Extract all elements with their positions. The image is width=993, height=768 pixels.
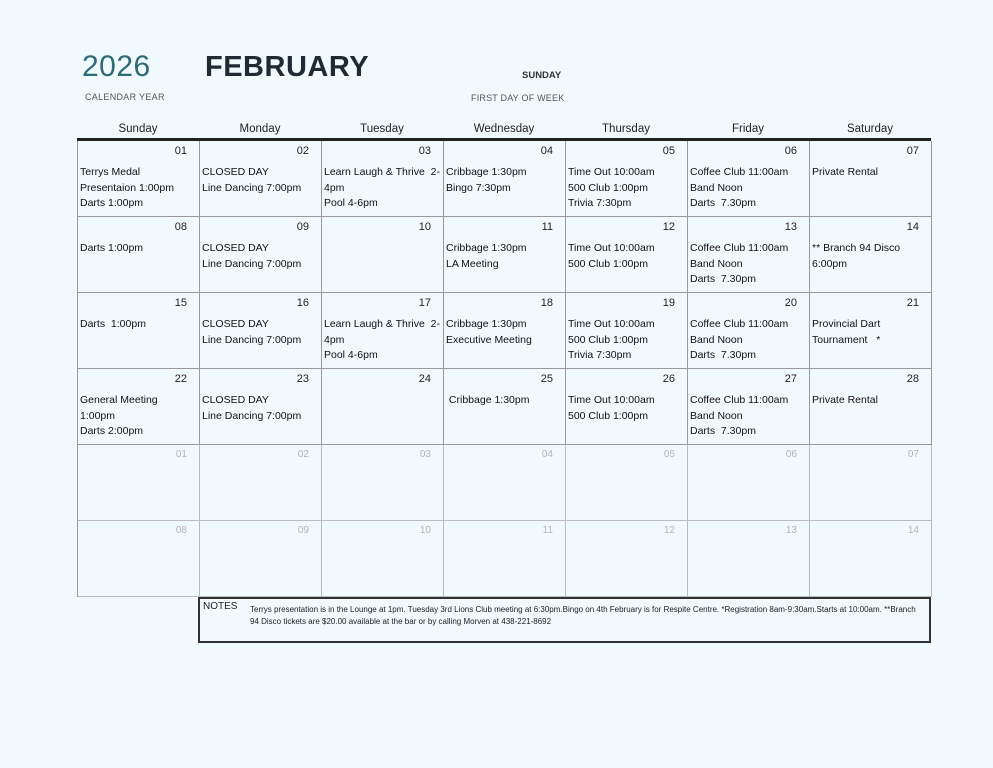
event-list: [80, 165, 197, 212]
event-list: [812, 241, 929, 272]
day-cell: [78, 141, 200, 217]
day-number: 27: [784, 373, 797, 385]
event-line: Line Dancing 7:00pm: [202, 181, 302, 194]
event-line: CLOSED DAY: [202, 318, 269, 330]
day-number: 01: [174, 145, 187, 157]
day-number: 17: [418, 297, 431, 309]
day-number: 15: [174, 297, 187, 309]
day-number: 18: [540, 297, 553, 309]
day-number: 13: [785, 525, 797, 536]
day-cell: [810, 293, 932, 369]
event-list: [324, 317, 441, 364]
event-list: [80, 317, 197, 333]
day-cell: [322, 217, 444, 293]
event-line: 500 Club 1:00pm: [568, 409, 648, 422]
day-cell-next-month: [688, 521, 810, 597]
day-number: 05: [662, 145, 675, 157]
event-line: Cribbage 1:30pm: [446, 166, 527, 178]
day-cell: [688, 369, 810, 445]
event-list: [812, 393, 929, 409]
event-line: Provincial Dart: [812, 318, 881, 330]
event-list: [202, 317, 319, 348]
event-list: [812, 317, 929, 348]
day-number: 06: [784, 145, 797, 157]
day-number: 01: [175, 449, 187, 460]
day-cell: [444, 293, 566, 369]
weekday-wednesday: Wednesday: [473, 123, 535, 135]
day-number: 10: [418, 221, 431, 233]
event-list: [446, 317, 563, 348]
event-line: Darts 1:00pm: [80, 242, 144, 254]
event-line: Time Out 10:00am: [568, 318, 655, 330]
event-list: [690, 393, 807, 440]
day-cell-next-month: [322, 445, 444, 521]
event-line: Time Out 10:00am: [568, 166, 655, 178]
event-list: [80, 393, 197, 440]
event-list: [446, 241, 563, 272]
day-number: 26: [662, 373, 675, 385]
day-cell: [200, 217, 322, 293]
notes-label: NOTES: [203, 601, 238, 612]
event-line: CLOSED DAY: [202, 394, 269, 406]
day-cell: [566, 217, 688, 293]
event-line: Private Rental: [812, 394, 878, 406]
day-cell: [688, 293, 810, 369]
weekday-monday: Monday: [239, 123, 281, 135]
event-line: Learn Laugh & Thrive 2-: [324, 166, 440, 178]
day-number: 07: [906, 145, 919, 157]
event-line: General Meeting: [80, 394, 158, 406]
event-line: Darts 1:00pm: [80, 318, 146, 330]
day-number: 07: [907, 449, 919, 460]
event-line: Coffee Club 11:00am: [690, 242, 789, 254]
event-line: 1:00pm: [80, 409, 116, 422]
event-line: 4pm: [324, 333, 345, 346]
day-number: 12: [662, 221, 675, 233]
day-cell-next-month: [200, 521, 322, 597]
day-cell-next-month: [444, 445, 566, 521]
event-line: Bingo 7:30pm: [446, 181, 511, 194]
first-day-of-week-label: FIRST DAY OF WEEK: [471, 93, 565, 103]
day-cell: [200, 293, 322, 369]
day-cell: [688, 141, 810, 217]
event-list: [690, 241, 807, 288]
event-line: Presentaion 1:00pm: [80, 181, 174, 194]
day-number: 16: [296, 297, 309, 309]
event-line: Learn Laugh & Thrive 2-: [324, 318, 440, 330]
day-cell-next-month: [566, 445, 688, 521]
event-list: [690, 317, 807, 364]
event-line: ** Branch 94 Disco: [812, 242, 901, 254]
day-number: 04: [540, 145, 553, 157]
event-list: [202, 241, 319, 272]
event-line: 500 Club 1:00pm: [568, 333, 648, 346]
event-line: CLOSED DAY: [202, 166, 269, 178]
day-number: 08: [174, 221, 187, 233]
day-number: 22: [174, 373, 187, 385]
weekday-header-row: [77, 120, 931, 141]
event-line: Private Rental: [812, 166, 878, 178]
day-number: 11: [542, 525, 553, 536]
day-cell: [322, 141, 444, 217]
notes-box: [198, 597, 931, 643]
day-number: 23: [296, 373, 309, 385]
event-line: Cribbage 1:30pm: [446, 242, 527, 254]
weekday-thursday: Thursday: [602, 123, 650, 135]
event-line: Band Noon: [690, 181, 743, 194]
notes-text: Terrys presentation is in the Lounge at 1pm. Tuesday 3rd Lions Club meeting at 6:30pm.Bingo on 4th February is for Respite Centre. *Registration 8am-9:30am.Starts at 10:00am. **Branch 94 Disco tickets are $20.00 available at the bar or by calling Morven at 438-221-8692: [250, 605, 916, 626]
day-number: 03: [418, 145, 431, 157]
event-line: Tournament *: [812, 333, 881, 346]
event-list: [202, 165, 319, 196]
day-number: 09: [297, 525, 309, 536]
first-day-of-week: SUNDAY: [522, 70, 562, 81]
day-cell-next-month: [688, 445, 810, 521]
day-number: 02: [296, 145, 309, 157]
day-cell-next-month: [810, 445, 932, 521]
event-line: Time Out 10:00am: [568, 394, 655, 406]
day-number: 24: [418, 373, 431, 385]
day-cell: [322, 369, 444, 445]
event-line: Line Dancing 7:00pm: [202, 409, 302, 422]
event-line: Cribbage 1:30pm: [446, 318, 527, 330]
event-line: Band Noon: [690, 257, 743, 270]
event-line: Band Noon: [690, 333, 743, 346]
event-line: Darts 2:00pm: [80, 425, 144, 437]
event-line: Cribbage 1:30pm: [446, 394, 530, 406]
day-number: 06: [785, 449, 797, 460]
day-number: 12: [663, 525, 675, 536]
day-number: 19: [662, 297, 675, 309]
event-list: [324, 165, 441, 212]
day-cell: [444, 141, 566, 217]
event-list: [446, 165, 563, 196]
event-line: Darts 1:00pm: [80, 197, 144, 209]
event-list: [568, 241, 685, 272]
weekday-saturday: Saturday: [846, 123, 894, 135]
day-cell-next-month: [810, 521, 932, 597]
event-line: Pool 4-6pm: [324, 197, 378, 209]
event-list: [80, 241, 197, 257]
weekday-friday: Friday: [732, 123, 764, 135]
day-number: 08: [175, 525, 187, 536]
day-number: 13: [784, 221, 797, 233]
day-cell: [78, 293, 200, 369]
event-line: 6:00pm: [812, 257, 848, 270]
day-cell-next-month: [78, 445, 200, 521]
calendar-year: 2026: [82, 50, 151, 83]
day-number: 04: [541, 449, 553, 460]
day-number: 02: [297, 449, 309, 460]
day-number: 28: [906, 373, 919, 385]
event-line: Darts 7.30pm: [690, 197, 756, 209]
event-line: Line Dancing 7:00pm: [202, 333, 302, 346]
day-number: 14: [906, 221, 919, 233]
weekday-tuesday: Tuesday: [360, 123, 404, 135]
day-cell: [810, 369, 932, 445]
event-line: 500 Club 1:00pm: [568, 257, 648, 270]
day-cell: [566, 293, 688, 369]
day-cell-next-month: [322, 521, 444, 597]
day-number: 10: [419, 525, 431, 536]
day-number: 25: [540, 373, 553, 385]
event-line: Coffee Club 11:00am: [690, 318, 789, 330]
event-line: Darts 7.30pm: [690, 425, 756, 437]
event-line: Terrys Medal: [80, 166, 141, 178]
event-line: 4pm: [324, 181, 345, 194]
event-list: [568, 393, 685, 424]
event-list: [446, 393, 563, 409]
day-number: 21: [906, 297, 919, 309]
event-list: [568, 317, 685, 364]
event-line: CLOSED DAY: [202, 242, 269, 254]
day-cells: [77, 141, 931, 597]
event-line: Coffee Club 11:00am: [690, 394, 789, 406]
day-cell-next-month: [78, 521, 200, 597]
event-line: LA Meeting: [446, 257, 499, 270]
event-line: 500 Club 1:00pm: [568, 181, 648, 194]
day-number: 20: [784, 297, 797, 309]
day-cell: [566, 141, 688, 217]
event-line: Time Out 10:00am: [568, 242, 655, 254]
event-line: Trivia 7:30pm: [568, 349, 632, 361]
event-line: Darts 7.30pm: [690, 273, 756, 285]
event-line: Trivia 7:30pm: [568, 197, 632, 209]
calendar-grid: [77, 120, 931, 597]
event-list: [568, 165, 685, 212]
event-list: [690, 165, 807, 212]
event-line: Pool 4-6pm: [324, 349, 378, 361]
month-title: FEBRUARY: [205, 51, 370, 83]
weekday-sunday: Sunday: [118, 123, 158, 135]
day-cell: [322, 293, 444, 369]
day-cell: [200, 369, 322, 445]
event-list: [202, 393, 319, 424]
day-cell-next-month: [566, 521, 688, 597]
day-number: 09: [296, 221, 309, 233]
event-line: Line Dancing 7:00pm: [202, 257, 302, 270]
day-cell: [200, 141, 322, 217]
day-number: 14: [907, 525, 919, 536]
day-cell: [444, 369, 566, 445]
day-cell: [810, 141, 932, 217]
event-line: Darts 7.30pm: [690, 349, 756, 361]
day-number: 11: [541, 221, 553, 233]
event-line: Coffee Club 11:00am: [690, 166, 789, 178]
event-list: [812, 165, 929, 181]
event-line: Executive Meeting: [446, 333, 532, 346]
day-cell: [810, 217, 932, 293]
day-cell: [688, 217, 810, 293]
day-cell: [444, 217, 566, 293]
day-cell: [78, 369, 200, 445]
day-cell: [78, 217, 200, 293]
day-cell-next-month: [444, 521, 566, 597]
day-number: 03: [419, 449, 431, 460]
day-cell: [566, 369, 688, 445]
event-line: Band Noon: [690, 409, 743, 422]
day-cell-next-month: [200, 445, 322, 521]
day-number: 05: [663, 449, 675, 460]
calendar-year-label: CALENDAR YEAR: [85, 92, 165, 102]
